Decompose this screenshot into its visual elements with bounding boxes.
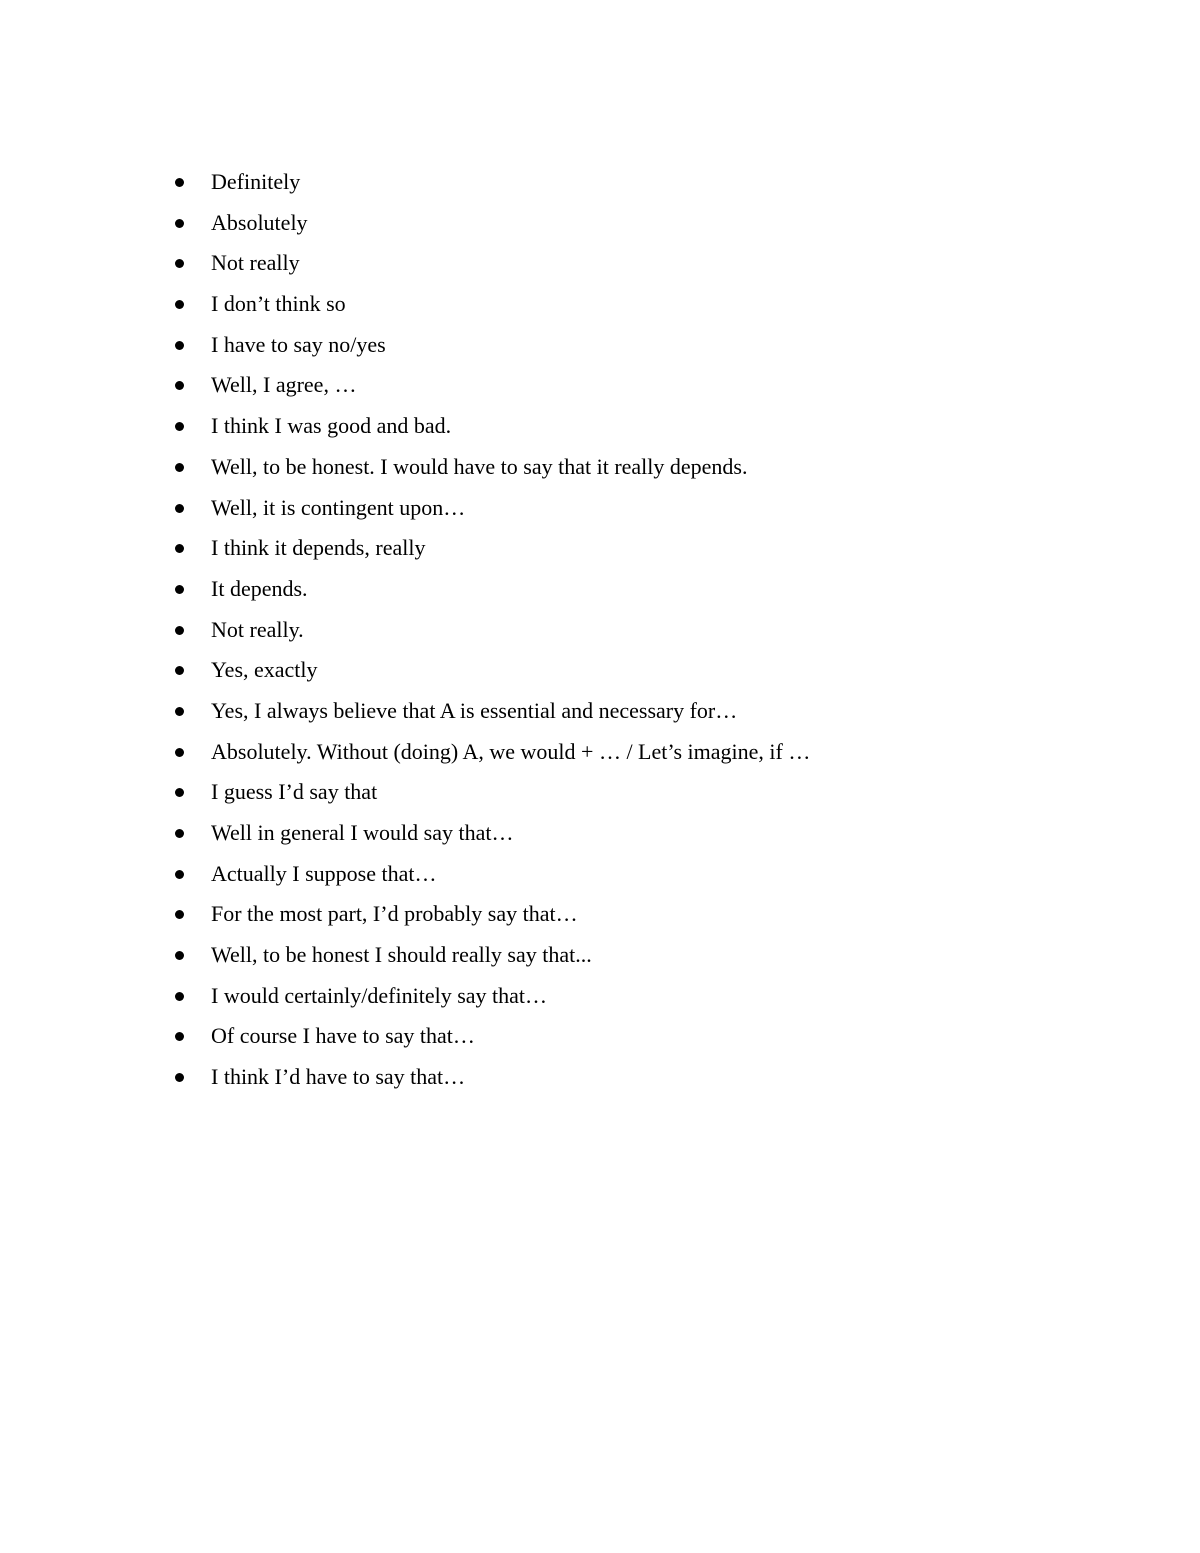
bullet-icon — [175, 178, 184, 187]
list-item-text: I guess I’d say that — [211, 779, 378, 805]
bullet-icon — [175, 748, 184, 757]
bullet-icon — [175, 300, 184, 309]
bullet-icon — [175, 585, 184, 594]
list-item-text: I don’t think so — [211, 291, 346, 317]
list-item-text: Absolutely. Without (doing) A, we would + … / Let’s imagine, if … — [211, 738, 811, 764]
list-item-text: It depends. — [211, 575, 308, 601]
list-item-text: Not really. — [211, 616, 304, 642]
list-item-text: Yes, exactly — [211, 657, 318, 683]
list-item-text: Actually I suppose that… — [211, 860, 437, 886]
list-item-text: I would certainly/definitely say that… — [211, 982, 548, 1008]
list-item-text: Well, it is contingent upon… — [211, 494, 466, 520]
bullet-icon — [175, 707, 184, 716]
bullet-icon — [175, 951, 184, 960]
list-item-text: Well, to be honest I should really say that... — [211, 942, 592, 968]
bullet-icon — [175, 504, 184, 513]
bullet-icon — [175, 870, 184, 879]
list-item-text: Yes, I always believe that A is essential and necessary for… — [211, 697, 738, 723]
list-item-text: I have to say no/yes — [211, 331, 386, 357]
list-item-text: Absolutely — [211, 209, 308, 235]
list-item-text: Not really — [211, 250, 300, 276]
bullet-icon — [175, 666, 184, 675]
bullet-icon — [175, 626, 184, 635]
bullet-icon — [175, 259, 184, 268]
bullet-icon — [175, 992, 184, 1001]
bullet-icon — [175, 219, 184, 228]
bullet-icon — [175, 422, 184, 431]
list-item-text: Of course I have to say that… — [211, 1023, 475, 1049]
list-item-text: I think I’d have to say that… — [211, 1064, 466, 1090]
bullet-icon — [175, 381, 184, 390]
bullet-icon — [175, 544, 184, 553]
list-item-text: For the most part, I’d probably say that… — [211, 901, 578, 927]
bullet-icon — [175, 1032, 184, 1041]
bullet-icon — [175, 1073, 184, 1082]
list-item-text: Well, I agree, … — [211, 372, 357, 398]
list-item-text: I think I was good and bad. — [211, 413, 452, 439]
list-item-text: Definitely — [211, 169, 301, 194]
bullet-icon — [175, 463, 184, 472]
bullet-icon — [175, 341, 184, 350]
list-item-text: I think it depends, really — [211, 535, 426, 561]
bullet-icon — [175, 788, 184, 797]
bullet-icon — [175, 829, 184, 838]
bullet-icon — [175, 910, 184, 919]
list-item-text: Well, to be honest. I would have to say that it really depends. — [211, 453, 748, 479]
list-item-text: Well in general I would say that… — [211, 820, 514, 845]
